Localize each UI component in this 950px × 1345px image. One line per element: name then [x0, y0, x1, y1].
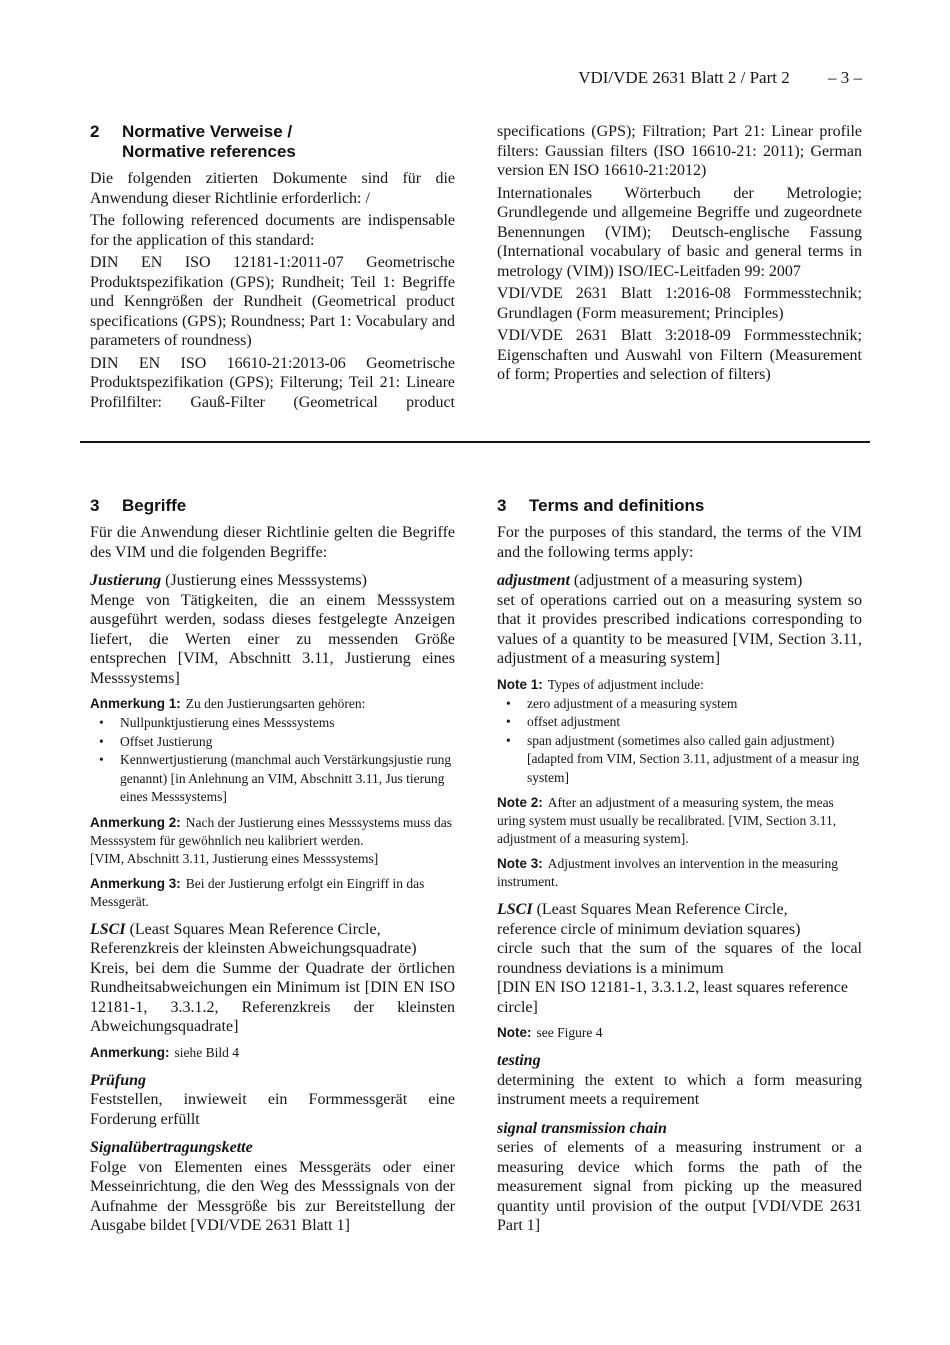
section-3-title-de: Begriffe [122, 496, 187, 515]
term-suffix-line2: reference circle of minimum deviation squares) [497, 920, 801, 938]
list-item [90, 714, 455, 733]
paragraph-intro-en: The following referenced documents are indispensable for the application of this standard: [90, 212, 455, 249]
note-2-en [497, 794, 862, 848]
document-title: VDI/VDE 2631 Blatt 2 / Part 2 [578, 68, 790, 87]
term-definition: circle such that the sum of the squares of the local roundness deviations is a minimum [497, 940, 862, 977]
note-text: Bei der Justierung erfolgt ein Eingriff in das Messgerät. [90, 875, 425, 909]
note-label: Note 1: [497, 676, 543, 692]
term-definition-reference: [DIN EN ISO 12181-1, 3.3.1.2, least squares reference circle] [497, 979, 848, 1016]
term-definition: Folge von Elementen eines Messgeräts oder einer Messeinrichtung, die den Weg des Messsignals von der Aufnahme der Messgröße bis zur Bereitstellung der Ausgabe bildet [VDI/VDE 2631 Blatt 1] [90, 1158, 455, 1234]
term-word: adjustment [497, 572, 570, 589]
term-suffix-line2: Referenzkreis der kleinsten Abweichungsquadrate) [90, 940, 417, 957]
section-2-title-de: Normative Verweise / [122, 122, 293, 141]
note-text-line2: [VIM, Abschnitt 3.11, Justierung eines Messsystems] [90, 850, 379, 866]
section-2-title [122, 122, 455, 162]
note-text: Adjustment involves an intervention in the measuring instrument. [497, 856, 838, 889]
list-item [497, 732, 862, 788]
note-label: Anmerkung 1: [90, 696, 181, 711]
paragraph-din-16610: DIN EN ISO 16610-21:2013-06 Geometrische Produktspezifikation (GPS); Filterung; Teil 21: Lineare Profilfilter: Gauß-Filter (Geometrical product [90, 354, 455, 411]
note-label: Anmerkung: [90, 1044, 170, 1060]
note-label: Note 2: [497, 795, 543, 810]
terms-column-german [90, 496, 455, 1236]
term-word: LSCI [497, 901, 533, 918]
section-3-number-en: 3 [497, 496, 507, 515]
list-item [497, 713, 862, 732]
term-headline [497, 571, 862, 591]
list-item-text: zero adjustment of a measuring system [527, 695, 738, 711]
note-text: Types of adjustment include: [547, 676, 704, 692]
note-1-en [497, 676, 862, 694]
term-suffix: (adjustment of a measuring system) [569, 572, 803, 589]
paragraph-vdivde-blatt1: VDI/VDE 2631 Blatt 1:2016-08 Formmesstechnik; Grundlagen (Form measurement; Principles) [497, 285, 862, 322]
term-suffix: (Least Squares Mean Reference Circle, [532, 901, 788, 918]
adjustment-types-list-en [497, 695, 862, 788]
terms-intro-en: For the purposes of this standard, the terms of the VIM and the following terms apply: [497, 524, 862, 561]
term-word: signal transmission chain [497, 1119, 667, 1137]
bullet-icon: • [99, 752, 104, 767]
note-1-de [90, 695, 455, 713]
terms-column-english [497, 496, 862, 1236]
normative-column-right [497, 122, 862, 388]
note-label: Note 3: [497, 856, 543, 871]
section-3-heading-de [90, 496, 455, 516]
term-entry-signaluebertragungskette [90, 1138, 455, 1236]
page-header [90, 68, 862, 88]
list-item-text: Kennwertjustierung (manchmal auch Verstärkungsjustie rung genannt) [in Anlehnung an VIM, Abschnitt 3.11, Jus tierung eines Messsystems] [120, 752, 452, 804]
term-entry-signal-transmission-chain [497, 1119, 862, 1236]
note-3-en [497, 855, 862, 891]
list-item-text: Offset Justierung [120, 733, 213, 749]
term-entry-testing [497, 1051, 862, 1110]
term-definition: Feststellen, inwieweit ein Formmessgerät eine Forderung erfüllt [90, 1091, 455, 1128]
note-label: Anmerkung 3: [90, 875, 181, 891]
terms-intro-de: Für die Anwendung dieser Richtlinie gelten die Begriffe des VIM und die folgenden Begriffe: [90, 524, 455, 561]
term-entry-pruefung [90, 1071, 455, 1130]
bullet-icon: • [506, 714, 511, 729]
term-headline [90, 571, 455, 591]
term-suffix: (Justierung eines Messsystems) [161, 572, 367, 589]
list-item-text: Nullpunktjustierung eines Messsystems [120, 715, 335, 730]
paragraph-din-12181: DIN EN ISO 12181-1:2011-07 Geometrische Produktspezifikation (GPS); Rundheit; Teil 1: Begriffe und Kenngrößen der Rundheit (Geometrical product specifications (GPS); Roundness; Part 1: Vocabulary and parameters of roundness) [90, 254, 455, 349]
term-word: LSCI [90, 920, 126, 938]
note-label: Anmerkung 2: [90, 814, 181, 830]
section-2-number: 2 [90, 122, 100, 141]
note-lsci-en [497, 1024, 862, 1042]
term-definition: series of elements of a measuring instrument or a measuring device which forms the path of the measurement signal from picking up the measured quantity until provision of the output [VDI/VDE 2631 Part 1] [497, 1139, 862, 1234]
note-label: Note: [497, 1025, 532, 1040]
section-3-heading-en [497, 496, 862, 516]
paragraph-vim-dictionary: Internationales Wörterbuch der Metrologie; Grundlegende und allgemeine Begriffe und zugeordnete Benennungen (VIM); Deutsch-englische Fassung (International vocabulary of basic and general terms in metrology (VIM)) ISO/IEC-Leitfaden 99: 2007 [497, 184, 862, 280]
term-suffix: (Least Squares Mean Reference Circle, [125, 920, 381, 938]
section-terms-definitions [90, 496, 862, 1236]
adjustment-types-list-de [90, 714, 455, 807]
note-text: After an adjustment of a measuring system, the meas uring system must usually be recalibrated. [VIM, Section 3.11, adjustment of a measuring system]. [497, 795, 837, 846]
list-item-text: offset adjustment [527, 714, 621, 729]
term-word: testing [497, 1052, 541, 1069]
note-text: siehe Bild 4 [174, 1044, 240, 1060]
paragraph-intro-de: Die folgenden zitierten Dokumente sind für die Anwendung dieser Richtlinie erforderlich: / [90, 170, 455, 207]
term-headline [497, 1051, 862, 1071]
note-lsci-de [90, 1044, 455, 1062]
paragraph-vdivde-blatt3: VDI/VDE 2631 Blatt 3:2018-09 Formmesstechnik; Eigenschaften und Auswahl von Filtern (Measurement of form; Properties and selection of filters) [497, 327, 862, 383]
bullet-icon: • [99, 715, 104, 730]
term-definition: set of operations carried out on a measuring system so that it provides prescribed indications corresponding to values of a quantity to be measured [VIM, Section 3.11, adjustment of a measuring system] [497, 591, 862, 667]
section-3-title-en: Terms and definitions [529, 496, 705, 515]
list-item [497, 695, 862, 714]
term-word: Prüfung [90, 1071, 147, 1089]
term-entry-lsci-en [497, 900, 862, 1042]
term-entry-justierung [90, 571, 455, 911]
term-headline [90, 1138, 455, 1158]
bullet-icon: • [99, 733, 104, 749]
list-item-text: span adjustment (sometimes also called gain adjustment) [adapted from VIM, Section 3.11, adjustment of a measur ing system] [527, 732, 860, 785]
bullet-icon: • [506, 732, 511, 748]
term-headline [90, 1071, 455, 1091]
term-entry-adjustment [497, 571, 862, 891]
term-definition: determining the extent to which a form measuring instrument meets a requirement [497, 1071, 862, 1108]
horizontal-divider [80, 441, 870, 443]
term-word: Signalübertragungskette [90, 1139, 253, 1156]
section-2-heading [90, 122, 455, 162]
note-3-de [90, 875, 455, 911]
term-word: Justierung [90, 572, 162, 589]
normative-column-left [90, 122, 455, 415]
note-2-de [90, 814, 455, 868]
term-entry-lsci-de [90, 920, 455, 1062]
bullet-icon: • [506, 695, 511, 711]
term-headline [497, 1119, 862, 1139]
term-headline [90, 920, 455, 959]
term-definition: Menge von Tätigkeiten, die an einem Messsystem ausgeführt werden, sodass dieses festgelegte Anzeigen liefert, die Werten einer zu messenden Größe entsprechen [VIM, Abschnitt 3.11, Justierung eines Messsystems] [90, 591, 455, 687]
section-3-number-de: 3 [90, 496, 100, 515]
note-text: Zu den Justierungsarten gehören: [185, 696, 366, 711]
term-definition: Kreis, bei dem die Summe der Quadrate der örtlichen Rundheitsabweichungen ein Minimum ist [DIN EN ISO 12181-1, 3.3.1.2, Referenzkreis der kleinsten Abweichungsquadrate] [90, 959, 455, 1035]
note-text: see Figure 4 [536, 1025, 603, 1040]
term-headline [497, 900, 862, 939]
list-item [90, 733, 455, 752]
section-2-title-en: Normative references [122, 142, 296, 161]
paragraph-din-16610-cont: specifications (GPS); Filtration; Part 21: Linear profile filters: Gaussian filters (ISO 16610-21: 2011); German version EN ISO 16610-21:2012) [497, 123, 862, 179]
page-number: – 3 – [828, 68, 862, 87]
list-item [90, 751, 455, 807]
section-normative-references [90, 122, 862, 415]
note-text: Nach der Justierung eines Messsystems muss das Messsystem für gewöhnlich neu kalibriert werden. [90, 814, 452, 848]
